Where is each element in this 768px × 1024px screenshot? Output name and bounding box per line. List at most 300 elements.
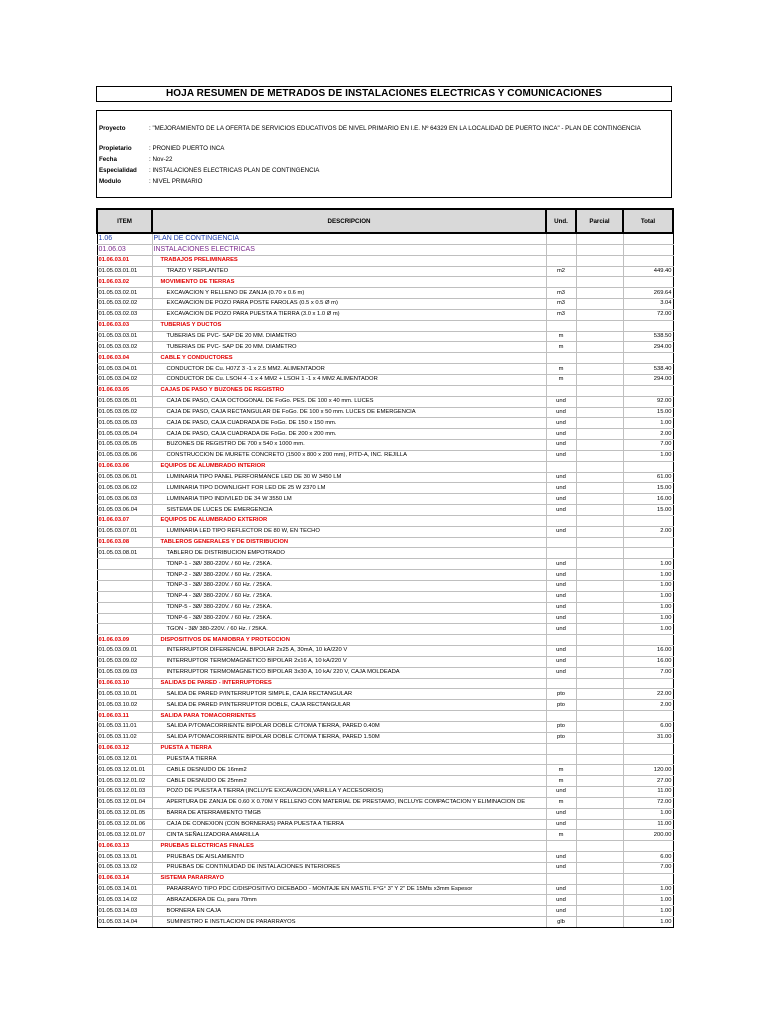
partial-cell [576,570,623,581]
item-cell [97,613,152,624]
item-cell: 01.05.03.05.01 [97,396,152,407]
unit-cell [546,873,576,884]
partial-cell [576,646,623,657]
table-row [97,819,673,830]
item-cell: 01.05.03.11.01 [97,721,152,732]
table-row [97,570,673,581]
total-cell: 72.00 [623,797,673,808]
item-cell: 01.06.03.06 [97,461,152,472]
unit-cell: und [546,581,576,592]
unit-cell [546,515,576,526]
total-cell: 15.00 [623,505,673,516]
unit-cell: und [546,906,576,917]
unit-cell: m [546,342,576,353]
total-cell [623,548,673,559]
partial-cell [576,385,623,396]
description-cell: MOVIMIENTO DE TIERRAS [152,277,546,288]
partial-cell [576,396,623,407]
partial-cell [576,461,623,472]
partial-cell [576,505,623,516]
column-header-total: Total [623,209,673,233]
info-row-specialty [99,167,319,174]
description-cell: LUMINARIA TIPO INDIVILED DE 34 W 3550 LM [152,494,546,505]
unit-cell: und [546,440,576,451]
description-cell: SALIDA P/TOMACORRIENTE BIPOLAR DOBLE C/TOMA TIERRA, PARED 0.40M [152,721,546,732]
table-row [97,678,673,689]
unit-cell: und [546,396,576,407]
item-cell: 01.05.03.10.01 [97,689,152,700]
item-cell: 01.05.03.03.02 [97,342,152,353]
partial-cell [576,418,623,429]
column-header-item: ITEM [97,209,152,233]
total-cell: 2.00 [623,429,673,440]
partial-cell [576,483,623,494]
description-cell: SISTEMA PARARRAYO [152,873,546,884]
description-cell: PARARRAYO TIPO PDC C/DISPOSITIVO DICEBADO - MONTAJE EN MASTIL F°G° 3" Y 2" DE 15Mts x3mm Espesor [152,884,546,895]
total-cell: 1.00 [623,613,673,624]
unit-cell: und [546,418,576,429]
unit-cell [546,277,576,288]
total-cell [623,743,673,754]
info-row-module [99,178,202,185]
item-cell: 01.05.03.05.02 [97,407,152,418]
partial-cell [576,721,623,732]
table-row [97,396,673,407]
item-cell: 01.05.03.13.01 [97,852,152,863]
partial-cell [576,429,623,440]
partial-cell [576,667,623,678]
partial-cell [576,711,623,722]
table-row [97,407,673,418]
item-cell: 01.05.03.09.03 [97,667,152,678]
unit-cell [546,635,576,646]
description-cell: PUESTA A TIERRA [152,754,546,765]
item-cell: 01.06.03.09 [97,635,152,646]
unit-cell [546,548,576,559]
description-cell: BUZONES DE REGISTRO DE 700 x 540 x 1000 mm. [152,440,546,451]
table-row [97,472,673,483]
table-row [97,233,673,244]
unit-cell: und [546,526,576,537]
total-cell: 1.00 [623,418,673,429]
item-cell: 01.05.03.06.03 [97,494,152,505]
item-cell: 01.06.03.05 [97,385,152,396]
description-cell: SALIDAS DE PARED - INTERRUPTORES [152,678,546,689]
partial-cell [576,407,623,418]
partial-cell [576,494,623,505]
partial-cell [576,320,623,331]
total-cell: 7.00 [623,862,673,873]
table-row [97,862,673,873]
info-label: Especialidad [99,167,137,174]
unit-cell: m [546,765,576,776]
table-row [97,808,673,819]
table-row [97,841,673,852]
unit-cell: und [546,819,576,830]
total-cell: 1.00 [623,895,673,906]
table-row [97,548,673,559]
metrados-table [96,208,674,928]
total-cell: 16.00 [623,494,673,505]
description-cell: LUMINARIA TIPO DOWNLIGHT FOR LED DE 25 W 2370 LM [152,483,546,494]
item-cell: 01.05.03.12.01.05 [97,808,152,819]
total-cell: 1.00 [623,570,673,581]
sheet-title: HOJA RESUMEN DE METRADOS DE INSTALACIONES ELECTRICAS Y COMUNICACIONES [96,86,672,102]
table-row [97,440,673,451]
partial-cell [576,559,623,570]
unit-cell: und [546,591,576,602]
table-row [97,494,673,505]
unit-cell [546,537,576,548]
item-cell: 01.05.03.14.04 [97,917,152,928]
total-cell [623,678,673,689]
partial-cell [576,797,623,808]
description-cell: TDNP-1 - 3Ø/ 380-220V. / 60 Hz. / 25KA. [152,559,546,570]
unit-cell: und [546,407,576,418]
unit-cell: pto [546,689,576,700]
column-header-unit: Und. [546,209,576,233]
partial-cell [576,906,623,917]
total-cell: 120.00 [623,765,673,776]
unit-cell: m [546,830,576,841]
unit-cell [546,353,576,364]
unit-cell: m [546,364,576,375]
table-row [97,743,673,754]
unit-cell [546,743,576,754]
unit-cell: und [546,559,576,570]
info-label: Propietario [99,145,132,152]
total-cell: 61.00 [623,472,673,483]
description-cell: CONSTRUCCION DE MURETE CONCRETO (1500 x 800 x 200 mm), P/TD-A, INC. REJILLA [152,450,546,461]
table-row [97,754,673,765]
partial-cell [576,364,623,375]
unit-cell: pto [546,700,576,711]
partial-cell [576,353,623,364]
table-row [97,732,673,743]
partial-cell [576,515,623,526]
total-cell: 11.00 [623,787,673,798]
partial-cell [576,917,623,928]
item-cell: 01.05.03.03.01 [97,331,152,342]
unit-cell: und [546,570,576,581]
partial-cell [576,678,623,689]
item-cell: 01.05.03.08.01 [97,548,152,559]
partial-cell [576,689,623,700]
table-row [97,342,673,353]
info-value: : PRONIED PUERTO INCA [149,145,225,152]
item-cell: 01.05.03.09.02 [97,656,152,667]
table-row [97,244,673,255]
unit-cell [546,754,576,765]
partial-cell [576,581,623,592]
description-cell: PRUEBAS DE AISLAMIENTO [152,852,546,863]
total-cell: 538.50 [623,331,673,342]
item-cell: 01.05.03.02.03 [97,309,152,320]
partial-cell [576,765,623,776]
item-cell: 01.06.03.01 [97,255,152,266]
total-cell: 27.00 [623,776,673,787]
item-cell: 01.06.03.11 [97,711,152,722]
table-row [97,624,673,635]
total-cell: 1.00 [623,602,673,613]
description-cell: TDNP-3 - 3Ø/ 380-220V. / 60 Hz. / 25KA. [152,581,546,592]
partial-cell [576,472,623,483]
info-value: : INSTALACIONES ELECTRICAS PLAN DE CONTINGENCIA [149,167,320,174]
table-row [97,364,673,375]
description-cell: CONDUCTOR DE Cu. LSOH 4 -1 x 4 MM2 + LSOH 1 -1 x 4 MM2 ALIMENTADOR [152,374,546,385]
table-row [97,667,673,678]
unit-cell: und [546,884,576,895]
description-cell: TABLERO DE DISTRIBUCION EMPOTRADO [152,548,546,559]
total-cell: 1.00 [623,559,673,570]
item-cell: 01.05.03.12.01.06 [97,819,152,830]
unit-cell: m3 [546,288,576,299]
table-row [97,288,673,299]
total-cell: 1.00 [623,808,673,819]
description-cell: BORNERA EN CAJA [152,906,546,917]
total-cell [623,244,673,255]
table-row [97,787,673,798]
table-row [97,646,673,657]
table-row [97,721,673,732]
unit-cell: m [546,374,576,385]
total-cell: 16.00 [623,646,673,657]
table-row [97,613,673,624]
partial-cell [576,841,623,852]
table-row [97,277,673,288]
description-cell: TDNP-5 - 3Ø/ 380-220V. / 60 Hz. / 25KA. [152,602,546,613]
item-cell: 01.05.03.06.04 [97,505,152,516]
description-cell: SALIDA DE PARED P/INTERRUPTOR DOBLE, CAJA RECTANGULAR [152,700,546,711]
description-cell: TUBERIAS Y DUCTOS [152,320,546,331]
description-cell: EXCAVACION DE POZO PARA POSTE FAROLAS (0.5 x 0.5 Ø m) [152,299,546,310]
info-label: Fecha [99,156,117,163]
unit-cell: pto [546,721,576,732]
total-cell [623,754,673,765]
partial-cell [576,277,623,288]
partial-cell [576,852,623,863]
partial-cell [576,862,623,873]
unit-cell [546,244,576,255]
info-row-date [99,156,172,163]
total-cell: 7.00 [623,440,673,451]
item-cell [97,559,152,570]
table-row [97,418,673,429]
item-cell: 01.05.03.06.02 [97,483,152,494]
unit-cell: und [546,483,576,494]
total-cell: 200.00 [623,830,673,841]
table-row [97,429,673,440]
total-cell [623,320,673,331]
unit-cell: und [546,787,576,798]
description-cell: TUBERIAS DE PVC- SAP DE 20 MM. DIAMETRO [152,331,546,342]
info-value: : NIVEL PRIMARIO [149,178,203,185]
partial-cell [576,266,623,277]
total-cell: 22.00 [623,689,673,700]
metrados-table-wrap [96,208,672,928]
partial-cell [576,884,623,895]
item-cell: 01.05.03.02.02 [97,299,152,310]
partial-cell [576,754,623,765]
table-header-row [97,209,673,233]
partial-cell [576,331,623,342]
table-row [97,895,673,906]
table-row [97,830,673,841]
description-cell: CAJA DE PASO, CAJA OCTOGONAL DE FoGo. PES. DE 100 x 40 mm. LUCES [152,396,546,407]
unit-cell: und [546,852,576,863]
unit-cell [546,678,576,689]
item-cell: 01.06.03.13 [97,841,152,852]
item-cell [97,581,152,592]
description-cell: CAJA DE CONEXION (CON BORNERAS) PARA PUESTA A TIERRA [152,819,546,830]
item-cell: 01.05.03.13.02 [97,862,152,873]
item-cell: 01.05.03.07.01 [97,526,152,537]
partial-cell [576,602,623,613]
table-row [97,884,673,895]
partial-cell [576,440,623,451]
partial-cell [576,656,623,667]
table-row [97,581,673,592]
partial-cell [576,374,623,385]
table-row [97,765,673,776]
description-cell: CONDUCTOR DE Cu. H07Z 3 -1 x 2.5 MM2. ALIMENTADOR [152,364,546,375]
table-row [97,385,673,396]
item-cell [97,591,152,602]
total-cell [623,841,673,852]
column-header-partial: Parcial [576,209,623,233]
partial-cell [576,873,623,884]
total-cell: 1.00 [623,906,673,917]
table-row [97,591,673,602]
partial-cell [576,700,623,711]
table-row [97,917,673,928]
unit-cell: und [546,494,576,505]
total-cell [623,711,673,722]
description-cell: CAJAS DE PASO Y BUZONES DE REGISTRO [152,385,546,396]
description-cell: EQUIPOS DE ALUMBRADO EXTERIOR [152,515,546,526]
item-cell: 01.05.03.12.01.03 [97,787,152,798]
description-cell: CINTA SEÑALIZADORA AMARILLA [152,830,546,841]
description-cell: CABLE DESNUDO DE 25mm2 [152,776,546,787]
partial-cell [576,233,623,244]
description-cell: INTERRUPTOR TERMOMAGNETICO BIPOLAR 2x16 A, 10 kA/220 V [152,656,546,667]
unit-cell: glb [546,917,576,928]
item-cell: 01.05.03.09.01 [97,646,152,657]
unit-cell: m3 [546,309,576,320]
total-cell: 1.00 [623,884,673,895]
table-row [97,711,673,722]
unit-cell: und [546,505,576,516]
description-cell: LUMINARIA TIPO PANEL PERFORMANCE LED DE 30 W 3450 LM [152,472,546,483]
total-cell: 15.00 [623,407,673,418]
description-cell: TRAZO Y REPLANTEO [152,266,546,277]
description-cell: INTERRUPTOR TERMOMAGNETICO BIPOLAR 3x30 A, 10 kA/ 220 V, CAJA MOLDEADA [152,667,546,678]
table-row [97,656,673,667]
item-cell: 01.06.03.03 [97,320,152,331]
item-cell: 01.05.03.05.03 [97,418,152,429]
partial-cell [576,244,623,255]
item-cell: 01.05.03.05.05 [97,440,152,451]
partial-cell [576,288,623,299]
description-cell: EQUIPOS DE ALUMBRADO INTERIOR [152,461,546,472]
table-row [97,559,673,570]
partial-cell [576,526,623,537]
total-cell [623,255,673,266]
description-cell: TDNP-4 - 3Ø/ 380-220V. / 60 Hz. / 25KA. [152,591,546,602]
total-cell [623,537,673,548]
table-row [97,505,673,516]
description-cell: BARRA DE ATERRAMIENTO TMGB [152,808,546,819]
table-row [97,450,673,461]
total-cell [623,873,673,884]
unit-cell: und [546,613,576,624]
table-row [97,299,673,310]
total-cell: 16.00 [623,656,673,667]
description-cell: SUMINISTRO E INSTLACION DE PARARRAYOS [152,917,546,928]
description-cell: SALIDA P/TOMACORRIENTE BIPOLAR DOBLE C/TOMA TIERRA, PARED 1.50M [152,732,546,743]
description-cell: ABRAZADERA DE Cu, para 70mm [152,895,546,906]
description-cell: EXCAVACION DE POZO PARA PUESTA A TIERRA (3.0 x 1.0 Ø m) [152,309,546,320]
item-cell: 01.05.03.04.02 [97,374,152,385]
partial-cell [576,548,623,559]
item-cell: 01.05.03.14.03 [97,906,152,917]
unit-cell [546,255,576,266]
column-header-description: DESCRIPCION [152,209,546,233]
table-row [97,700,673,711]
item-cell: 01.05.03.10.02 [97,700,152,711]
total-cell: 1.00 [623,581,673,592]
item-cell: 01.06.03.02 [97,277,152,288]
item-cell: 01.06.03.04 [97,353,152,364]
unit-cell: und [546,602,576,613]
unit-cell [546,320,576,331]
item-cell: 01.05.03.12.01.07 [97,830,152,841]
total-cell: 294.00 [623,342,673,353]
unit-cell: und [546,472,576,483]
unit-cell: m2 [546,266,576,277]
item-cell: 01.05.03.02.01 [97,288,152,299]
total-cell: 294.00 [623,374,673,385]
total-cell: 1.00 [623,450,673,461]
unit-cell: und [546,656,576,667]
partial-cell [576,309,623,320]
table-row [97,689,673,700]
unit-cell [546,461,576,472]
description-cell: INSTALACIONES ELECTRICAS [152,244,546,255]
item-cell: 01.05.03.06.01 [97,472,152,483]
total-cell: 1.00 [623,624,673,635]
partial-cell [576,537,623,548]
total-cell [623,515,673,526]
description-cell: TDNP-2 - 3Ø/ 380-220V. / 60 Hz. / 25KA. [152,570,546,581]
total-cell [623,635,673,646]
unit-cell [546,841,576,852]
partial-cell [576,787,623,798]
info-label: Proyecto [99,125,126,132]
partial-cell [576,895,623,906]
item-cell: 01.05.03.04.01 [97,364,152,375]
table-body [97,233,673,928]
unit-cell: pto [546,732,576,743]
table-row [97,309,673,320]
item-cell: 01.05.03.12.01.02 [97,776,152,787]
table-row [97,320,673,331]
item-cell: 01.06.03.12 [97,743,152,754]
partial-cell [576,635,623,646]
item-cell: 01.05.03.05.04 [97,429,152,440]
unit-cell: m [546,797,576,808]
table-row [97,797,673,808]
